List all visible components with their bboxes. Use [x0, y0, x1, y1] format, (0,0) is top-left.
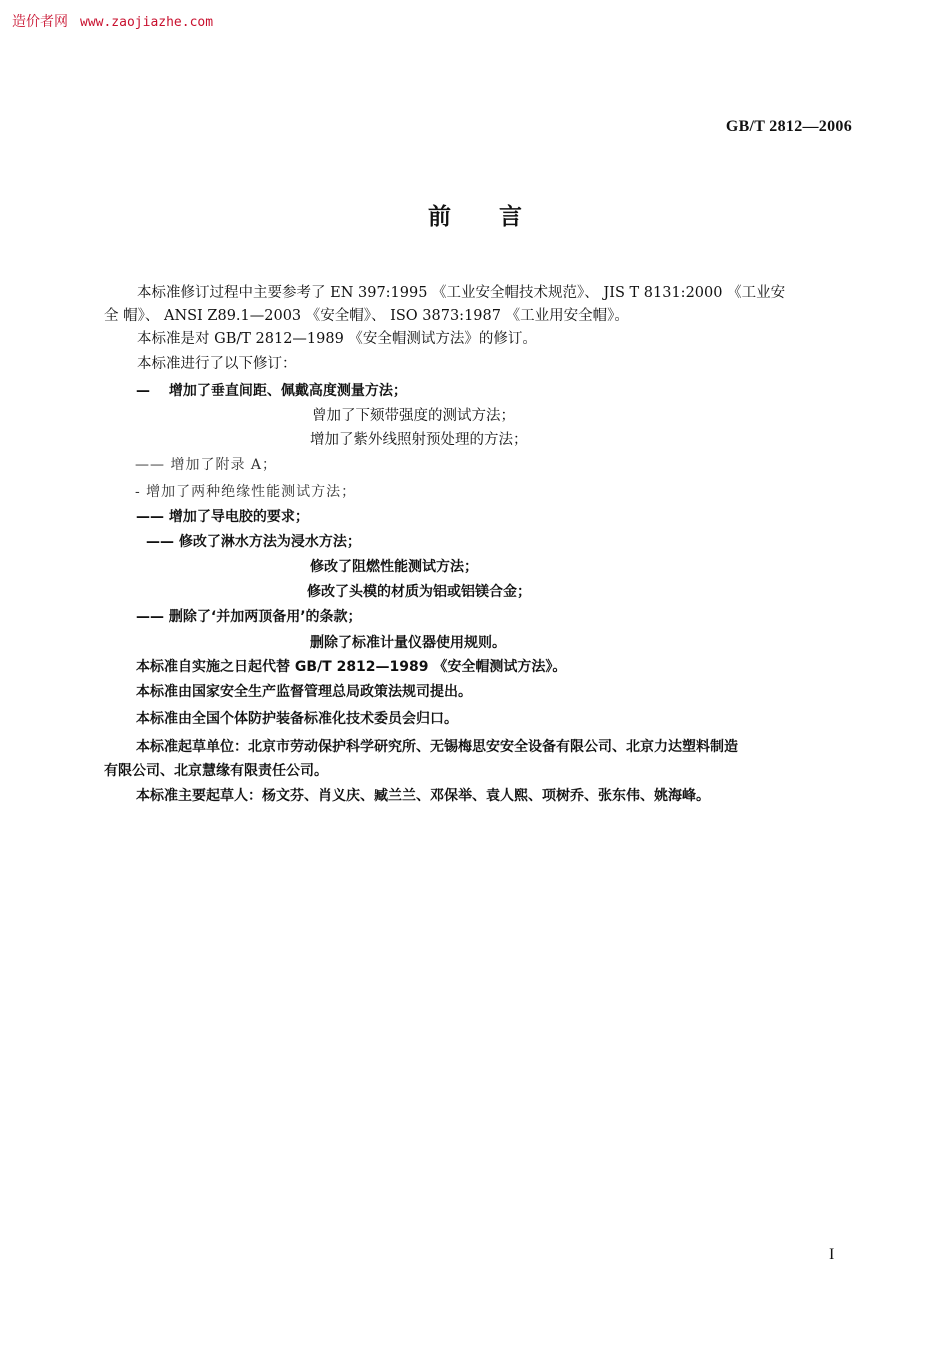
list-item: 修改了阻燃性能测试方法；	[310, 559, 478, 575]
watermark-url[interactable]: www.zaojiazhe.com	[80, 15, 214, 30]
list-item: 曾加了下颏带强度的测试方法；	[312, 408, 515, 424]
list-item: - 增加了两种绝缘性能测试方法；	[135, 484, 357, 500]
paragraph: 本标准主要起草人：杨文芬、肖义庆、臧兰兰、邓保举、袁人熙、项树乔、张东伟、姚海峰。	[136, 788, 710, 804]
paragraph: 本标准自实施之日起代替 GB/T 2812—1989 《安全帽测试方法》。	[136, 659, 567, 675]
paragraph: 本标准由全国个体防护装备标准化技术委员会归口。	[136, 711, 458, 727]
paragraph-line: 全 帽》、 ANSI Z89.1—2003 《安全帽》、 ISO 3873:1987 《工业用安全帽》。	[104, 308, 629, 324]
list-item: — 增加了垂直间距、佩戴高度测量方法；	[136, 383, 407, 399]
paragraph: 本标准是对 GB/T 2812—1989 《安全帽测试方法》的修订。	[137, 331, 537, 347]
paragraph: 本标准进行了以下修订：	[137, 356, 297, 372]
paragraph: 本标准由国家安全生产监督管理总局政策法规司提出。	[136, 684, 472, 700]
page-title: 前言	[428, 204, 570, 230]
paragraph-line: 有限公司、北京慧缘有限责任公司。	[104, 763, 328, 779]
watermark	[12, 11, 213, 31]
list-item: —— 增加了附录 A；	[135, 457, 278, 473]
list-item: —— 删除了‘并加两顶备用’的条款；	[136, 609, 362, 625]
list-item: 删除了标准计量仪器使用规则。	[310, 635, 506, 651]
list-item: 增加了紫外线照射预处理的方法；	[310, 432, 528, 448]
list-item: —— 修改了淋水方法为浸水方法；	[146, 534, 361, 550]
standard-code: GB/T 2812—2006	[725, 118, 852, 135]
list-item: —— 增加了导电胶的要求；	[136, 509, 309, 525]
page-number: I	[829, 1246, 835, 1263]
paragraph-line: 本标准起草单位：北京市劳动保护科学研究所、无锡梅思安安全设备有限公司、北京力达塑料制造	[136, 739, 738, 755]
paragraph-line: 本标准修订过程中主要参考了 EN 397:1995 《工业安全帽技术规范》、 JIS T 8131:2000 《工业安	[137, 285, 786, 301]
watermark-site-name: 造价者网	[12, 14, 68, 30]
list-item: 修改了头模的材质为铝或铝镁合金；	[307, 584, 531, 600]
